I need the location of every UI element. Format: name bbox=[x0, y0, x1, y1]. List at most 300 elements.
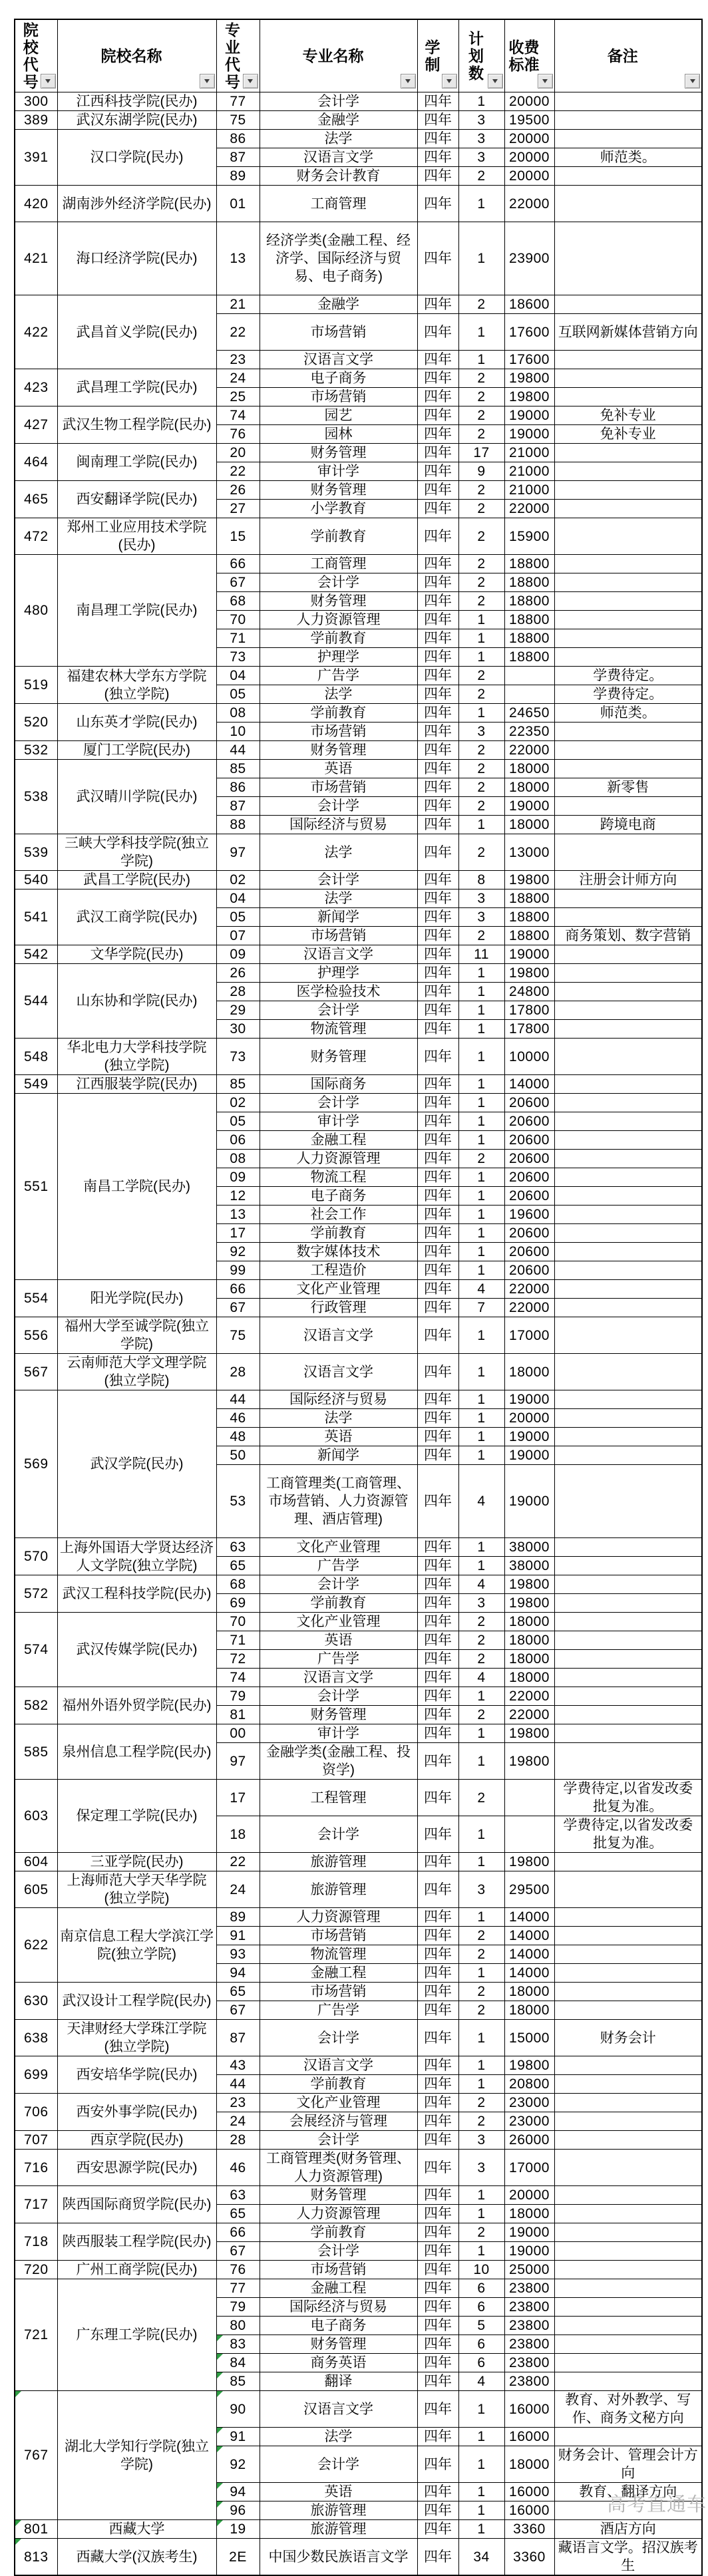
plan-count-value: 1 bbox=[477, 1689, 486, 1704]
major-code-cell bbox=[216, 1927, 260, 1945]
major-name-cell bbox=[260, 444, 417, 462]
duration-cell bbox=[417, 351, 458, 369]
plan-count-value: 4 bbox=[477, 1577, 486, 1592]
college-code-cell bbox=[15, 369, 57, 406]
fee-value: 19000 bbox=[509, 2225, 550, 2240]
column-header-duration: 学制 bbox=[417, 19, 458, 92]
plan-count-value: 1 bbox=[477, 2243, 486, 2259]
major-name-cell bbox=[260, 1669, 417, 1687]
filter-dropdown-button[interactable] bbox=[41, 74, 56, 88]
major-code-cell bbox=[216, 1112, 260, 1131]
major-code-cell bbox=[216, 667, 260, 685]
fee-value: 20000 bbox=[509, 150, 550, 165]
table-row bbox=[15, 444, 702, 462]
college-name-cell bbox=[57, 1613, 216, 1687]
major-code-cell bbox=[216, 1409, 260, 1428]
major-code-value: 77 bbox=[230, 94, 246, 109]
note-cell bbox=[554, 1780, 702, 1816]
plan-count-value: 1 bbox=[477, 324, 486, 340]
duration-cell bbox=[417, 834, 458, 871]
college-name-value: 西京学院(民办) bbox=[90, 2132, 184, 2148]
plan-count-value: 1 bbox=[477, 1410, 486, 1426]
plan-count-cell bbox=[458, 1613, 504, 1631]
plan-count-cell bbox=[458, 2354, 504, 2372]
major-name-value: 会计学 bbox=[317, 2243, 359, 2259]
fee-value: 13000 bbox=[509, 844, 550, 860]
major-name-cell bbox=[260, 778, 417, 797]
college-code-cell bbox=[15, 1075, 57, 1094]
table-row bbox=[15, 2539, 702, 2576]
plan-count-value: 1 bbox=[477, 1225, 486, 1241]
fee-cell bbox=[504, 2428, 554, 2446]
major-name-cell bbox=[260, 1983, 417, 2001]
college-code-cell bbox=[15, 1613, 57, 1687]
college-name-cell bbox=[57, 295, 216, 369]
major-name-value: 电子商务 bbox=[310, 1188, 367, 1204]
major-name-value: 汉语言文学 bbox=[303, 150, 373, 165]
plan-count-cell bbox=[458, 1187, 504, 1206]
plan-count-value: 1 bbox=[477, 1207, 486, 1222]
duration-value: 四年 bbox=[424, 1225, 452, 1241]
fee-value: 16000 bbox=[509, 2429, 550, 2444]
college-name-value: 保定理工学院(民办) bbox=[76, 1808, 198, 1824]
duration-cell bbox=[417, 648, 458, 667]
major-code-value: 89 bbox=[230, 168, 246, 184]
college-name-cell bbox=[57, 964, 216, 1039]
major-name-cell bbox=[260, 1280, 417, 1299]
duration-value: 四年 bbox=[424, 464, 452, 479]
duration-value: 四年 bbox=[424, 1726, 452, 1741]
plan-count-value: 3 bbox=[477, 2132, 486, 2148]
college-code-value: 574 bbox=[23, 1642, 49, 1657]
note-cell bbox=[554, 462, 702, 481]
note-cell bbox=[554, 425, 702, 444]
major-code-cell bbox=[216, 1224, 260, 1243]
fee-cell bbox=[504, 2186, 554, 2205]
college-name-cell bbox=[57, 2131, 216, 2150]
major-name-cell bbox=[260, 2261, 417, 2279]
duration-cell bbox=[417, 369, 458, 388]
note-cell bbox=[554, 1150, 702, 1168]
plan-count-cell bbox=[458, 927, 504, 945]
major-name-cell bbox=[260, 130, 417, 148]
fee-cell bbox=[504, 760, 554, 778]
major-code-cell bbox=[216, 351, 260, 369]
filter-dropdown-button[interactable] bbox=[488, 74, 503, 88]
college-name-value: 南昌理工学院(民办) bbox=[76, 603, 198, 618]
college-name-value: 陕西服装工程学院(民办) bbox=[62, 2234, 212, 2249]
college-code-value: 556 bbox=[23, 1327, 49, 1343]
plan-count-cell bbox=[458, 945, 504, 964]
duration-cell bbox=[417, 1020, 458, 1039]
major-name-value: 法学 bbox=[324, 891, 353, 906]
fee-cell bbox=[504, 2446, 554, 2483]
duration-value: 四年 bbox=[424, 909, 452, 925]
text-format-flag-icon bbox=[217, 2335, 223, 2341]
duration-value: 四年 bbox=[424, 1364, 452, 1380]
fee-value: 23800 bbox=[509, 2336, 550, 2352]
fee-value: 18000 bbox=[509, 761, 550, 776]
fee-value: 16000 bbox=[509, 2401, 550, 2417]
fee-value: 22000 bbox=[509, 742, 550, 758]
major-name-value: 财务管理 bbox=[310, 593, 367, 609]
fee-value: 17800 bbox=[509, 1021, 550, 1037]
major-code-cell bbox=[216, 871, 260, 889]
plan-count-cell bbox=[458, 573, 504, 592]
fee-value: 21000 bbox=[509, 482, 550, 498]
major-code-cell bbox=[216, 1945, 260, 1964]
major-code-value: 75 bbox=[230, 112, 246, 128]
note-cell bbox=[554, 2242, 702, 2261]
table-row bbox=[15, 2094, 702, 2112]
college-code-value: 801 bbox=[23, 2521, 49, 2537]
note-cell bbox=[554, 1575, 702, 1594]
table-header bbox=[15, 19, 702, 92]
plan-count-value: 2 bbox=[477, 928, 486, 943]
major-name-value: 会计学 bbox=[317, 872, 359, 887]
major-code-cell bbox=[216, 2150, 260, 2186]
major-code-cell bbox=[216, 2131, 260, 2150]
column-header-major-name: 专业名称 bbox=[260, 19, 417, 92]
college-code-value: 540 bbox=[23, 872, 49, 887]
fee-cell bbox=[504, 1631, 554, 1650]
fee-cell bbox=[504, 816, 554, 834]
major-code-cell bbox=[216, 2483, 260, 2501]
note-cell bbox=[554, 1112, 702, 1131]
fee-cell bbox=[504, 983, 554, 1001]
filter-dropdown-button[interactable] bbox=[685, 74, 700, 88]
table-row bbox=[15, 1390, 702, 1409]
major-name-value: 国际经济与贸易 bbox=[289, 2299, 387, 2315]
duration-value: 四年 bbox=[424, 1076, 452, 1092]
major-name-cell bbox=[260, 2056, 417, 2075]
fee-cell bbox=[504, 648, 554, 667]
fee-cell bbox=[504, 1538, 554, 1557]
note-value: 教育、对外教学、写作、商务文秘方向 bbox=[565, 2392, 691, 2426]
site-watermark: 高考直通车 bbox=[607, 2494, 707, 2515]
major-code-cell bbox=[216, 760, 260, 778]
major-name-value: 工商管理 bbox=[310, 556, 367, 571]
major-name-cell bbox=[260, 1299, 417, 1317]
duration-value: 四年 bbox=[424, 528, 452, 544]
college-code-value: 539 bbox=[23, 844, 49, 860]
major-name-value: 广告学 bbox=[317, 668, 359, 683]
major-code-value: 44 bbox=[230, 1392, 246, 1407]
college-name-cell bbox=[57, 1538, 216, 1575]
college-name-cell bbox=[57, 741, 216, 760]
duration-value: 四年 bbox=[424, 1429, 452, 1444]
duration-cell bbox=[417, 1039, 458, 1075]
major-code-value: 99 bbox=[230, 1263, 246, 1278]
fee-cell bbox=[504, 2520, 554, 2539]
major-name-value: 人力资源管理 bbox=[296, 2206, 381, 2221]
plan-count-value: 11 bbox=[474, 947, 489, 962]
plan-count-value: 1 bbox=[477, 1048, 486, 1064]
fee-cell bbox=[504, 1168, 554, 1187]
note-cell bbox=[554, 964, 702, 983]
plan-count-cell bbox=[458, 1075, 504, 1094]
note-cell bbox=[554, 186, 702, 222]
table-row bbox=[15, 130, 702, 148]
major-name-cell bbox=[260, 2112, 417, 2131]
fee-cell bbox=[504, 2112, 554, 2131]
plan-count-cell bbox=[458, 314, 504, 351]
college-name-cell bbox=[57, 2186, 216, 2223]
fee-cell bbox=[504, 704, 554, 723]
fee-cell bbox=[504, 1317, 554, 1354]
plan-count-cell bbox=[458, 462, 504, 481]
major-code-cell bbox=[216, 889, 260, 908]
note-cell bbox=[554, 1354, 702, 1390]
note-cell bbox=[554, 518, 702, 555]
duration-value: 四年 bbox=[424, 1595, 452, 1611]
duration-cell bbox=[417, 797, 458, 816]
college-name-cell bbox=[57, 369, 216, 406]
fee-value: 23800 bbox=[509, 2299, 550, 2315]
fee-value: 18000 bbox=[509, 2456, 550, 2472]
duration-value: 四年 bbox=[424, 2114, 452, 2129]
duration-value: 四年 bbox=[424, 371, 452, 386]
plan-count-cell bbox=[458, 1687, 504, 1706]
duration-value: 四年 bbox=[424, 352, 452, 367]
duration-cell bbox=[417, 1001, 458, 1020]
college-name-cell bbox=[57, 481, 216, 518]
fee-value: 19800 bbox=[509, 1595, 550, 1611]
note-cell bbox=[554, 1594, 702, 1613]
major-code-value: 85 bbox=[230, 761, 246, 776]
duration-value: 四年 bbox=[424, 2225, 452, 2240]
filter-dropdown-button[interactable] bbox=[200, 74, 215, 88]
major-name-value: 园艺 bbox=[324, 408, 353, 423]
major-name-cell bbox=[260, 1094, 417, 1112]
fee-cell bbox=[504, 1594, 554, 1613]
column-header-fee-standard: 收费标准 bbox=[504, 19, 554, 92]
college-code-cell bbox=[15, 1724, 57, 1780]
filter-dropdown-button[interactable] bbox=[442, 74, 457, 88]
major-code-cell bbox=[216, 908, 260, 927]
duration-value: 四年 bbox=[424, 1170, 452, 1185]
table-row bbox=[15, 667, 702, 685]
fee-cell bbox=[504, 2539, 554, 2576]
plan-count-value: 6 bbox=[477, 2336, 486, 2352]
note-cell bbox=[554, 555, 702, 573]
college-code-cell bbox=[15, 1039, 57, 1075]
duration-value: 四年 bbox=[424, 324, 452, 340]
duration-cell bbox=[417, 760, 458, 778]
duration-cell bbox=[417, 2020, 458, 2056]
fee-cell bbox=[504, 2150, 554, 2186]
duration-cell bbox=[417, 1206, 458, 1224]
duration-cell bbox=[417, 723, 458, 741]
duration-value: 四年 bbox=[424, 408, 452, 423]
fee-cell bbox=[504, 2056, 554, 2075]
major-name-cell bbox=[260, 2001, 417, 2020]
college-code-value: 464 bbox=[23, 454, 49, 470]
text-format-flag-icon bbox=[217, 2391, 223, 2397]
table-row bbox=[15, 186, 702, 222]
chevron-down-icon bbox=[492, 79, 498, 83]
major-code-cell bbox=[216, 1317, 260, 1354]
college-code-cell bbox=[15, 1538, 57, 1575]
major-code-value: 87 bbox=[230, 798, 246, 814]
fee-value: 14000 bbox=[509, 1947, 550, 1962]
major-name-value: 金融学类(金融工程、投资学) bbox=[266, 1744, 411, 1778]
note-cell bbox=[554, 1687, 702, 1706]
duration-cell bbox=[417, 1354, 458, 1390]
plan-count-cell bbox=[458, 797, 504, 816]
filter-dropdown-button[interactable] bbox=[243, 74, 258, 88]
note-cell bbox=[554, 2001, 702, 2020]
plan-count-cell bbox=[458, 2317, 504, 2335]
major-code-cell bbox=[216, 2223, 260, 2242]
fee-cell bbox=[504, 1743, 554, 1780]
fee-value: 23000 bbox=[509, 2095, 550, 2110]
duration-cell bbox=[417, 908, 458, 927]
table-row bbox=[15, 871, 702, 889]
fee-cell bbox=[504, 351, 554, 369]
duration-cell bbox=[417, 1594, 458, 1613]
major-code-cell bbox=[216, 1001, 260, 1020]
college-code-cell bbox=[15, 1354, 57, 1390]
note-cell bbox=[554, 2520, 702, 2539]
college-name-cell bbox=[57, 518, 216, 555]
plan-count-value: 2 bbox=[477, 593, 486, 609]
fee-value: 3360 bbox=[513, 2549, 546, 2565]
college-name-value: 广东理工学院(民办) bbox=[76, 2327, 198, 2342]
table-row bbox=[15, 2261, 702, 2279]
major-name-cell bbox=[260, 1706, 417, 1724]
duration-value: 四年 bbox=[424, 1881, 452, 1897]
table-row bbox=[15, 1853, 702, 1871]
major-name-value: 法学 bbox=[324, 1410, 353, 1426]
fee-cell bbox=[504, 1206, 554, 1224]
fee-cell bbox=[504, 462, 554, 481]
major-code-value: 25 bbox=[230, 389, 246, 404]
table-row bbox=[15, 1317, 702, 1354]
college-name-value: 武汉学院(民办) bbox=[90, 1456, 184, 1472]
college-code-cell bbox=[15, 741, 57, 760]
note-cell bbox=[554, 1669, 702, 1687]
major-code-value: 23 bbox=[230, 2095, 246, 2110]
major-name-value: 广告学 bbox=[317, 1651, 359, 1667]
fee-value: 19800 bbox=[509, 389, 550, 404]
major-name-cell bbox=[260, 2483, 417, 2501]
college-name-cell bbox=[57, 760, 216, 834]
major-name-cell bbox=[260, 2131, 417, 2150]
major-name-cell bbox=[260, 2428, 417, 2446]
plan-count-cell bbox=[458, 834, 504, 871]
major-code-cell bbox=[216, 927, 260, 945]
plan-count-cell bbox=[458, 1908, 504, 1927]
major-name-value: 人力资源管理 bbox=[296, 1909, 381, 1925]
plan-count-cell bbox=[458, 1409, 504, 1428]
plan-count-cell bbox=[458, 1706, 504, 1724]
fee-value: 24800 bbox=[509, 984, 550, 999]
duration-value: 四年 bbox=[424, 2355, 452, 2370]
major-code-value: 90 bbox=[230, 2401, 246, 2417]
plan-count-cell bbox=[458, 1261, 504, 1280]
major-code-value: 26 bbox=[230, 965, 246, 981]
fee-value: 17800 bbox=[509, 1003, 550, 1018]
duration-value: 四年 bbox=[424, 1263, 452, 1278]
major-code-value: 50 bbox=[230, 1448, 246, 1463]
fee-value: 22000 bbox=[509, 501, 550, 516]
fee-cell bbox=[504, 611, 554, 629]
plan-count-value: 1 bbox=[477, 2484, 486, 2499]
fee-value: 22000 bbox=[509, 1281, 550, 1297]
column-header-college-name: 院校名称 bbox=[57, 19, 216, 92]
plan-count-value: 2 bbox=[477, 780, 486, 795]
major-name-cell bbox=[260, 945, 417, 964]
college-name-value: 武汉设计工程学院(民办) bbox=[62, 1993, 212, 2009]
major-code-value: 22 bbox=[230, 1854, 246, 1869]
admission-plan-table bbox=[14, 19, 703, 2576]
major-name-cell bbox=[260, 92, 417, 111]
plan-count-cell bbox=[458, 741, 504, 760]
plan-count-value: 1 bbox=[477, 1095, 486, 1110]
college-name-cell bbox=[57, 1853, 216, 1871]
fee-cell bbox=[504, 92, 554, 111]
fee-value: 15000 bbox=[509, 2030, 550, 2046]
major-name-cell bbox=[260, 704, 417, 723]
major-name-cell bbox=[260, 351, 417, 369]
note-cell bbox=[554, 704, 702, 723]
plan-count-cell bbox=[458, 1538, 504, 1557]
duration-cell bbox=[417, 2446, 458, 2483]
duration-value: 四年 bbox=[424, 2003, 452, 2018]
major-code-cell bbox=[216, 1780, 260, 1816]
major-code-value: 09 bbox=[230, 947, 246, 962]
fee-value: 18000 bbox=[509, 2206, 550, 2221]
fee-value: 20600 bbox=[509, 1188, 550, 1204]
duration-value: 四年 bbox=[424, 1854, 452, 1869]
major-name-value: 法学 bbox=[324, 131, 353, 146]
plan-count-value: 1 bbox=[477, 631, 486, 646]
filter-dropdown-button[interactable] bbox=[538, 74, 553, 88]
table-row bbox=[15, 760, 702, 778]
fee-value: 14000 bbox=[509, 1076, 550, 1092]
fee-cell bbox=[504, 685, 554, 704]
major-name-cell bbox=[260, 1150, 417, 1168]
duration-cell bbox=[417, 314, 458, 351]
plan-count-cell bbox=[458, 2075, 504, 2094]
duration-cell bbox=[417, 1261, 458, 1280]
fee-value: 18800 bbox=[509, 649, 550, 665]
plan-count-value: 1 bbox=[477, 2429, 486, 2444]
college-name-value: 西安培华学院(民办) bbox=[76, 2067, 198, 2082]
major-name-cell bbox=[260, 186, 417, 222]
plan-count-value: 2 bbox=[477, 1984, 486, 1999]
duration-value: 四年 bbox=[424, 1003, 452, 1018]
duration-value: 四年 bbox=[424, 1327, 452, 1343]
major-code-cell bbox=[216, 1594, 260, 1613]
fee-cell bbox=[504, 778, 554, 797]
fee-value: 18800 bbox=[509, 631, 550, 646]
duration-cell bbox=[417, 2242, 458, 2261]
plan-count-cell bbox=[458, 778, 504, 797]
college-name-value: 陕西国际商贸学院(民办) bbox=[62, 2197, 212, 2212]
plan-count-cell bbox=[458, 2539, 504, 2576]
fee-value: 22000 bbox=[509, 196, 550, 212]
filter-dropdown-button[interactable] bbox=[401, 74, 416, 88]
plan-count-cell bbox=[458, 1631, 504, 1650]
major-name-value: 金融学 bbox=[317, 297, 359, 312]
fee-cell bbox=[504, 1299, 554, 1317]
duration-value: 四年 bbox=[424, 2243, 452, 2259]
major-name-value: 中国少数民族语言文学 bbox=[268, 2549, 409, 2565]
major-code-value: 15 bbox=[230, 528, 246, 544]
duration-value: 四年 bbox=[424, 2429, 452, 2444]
